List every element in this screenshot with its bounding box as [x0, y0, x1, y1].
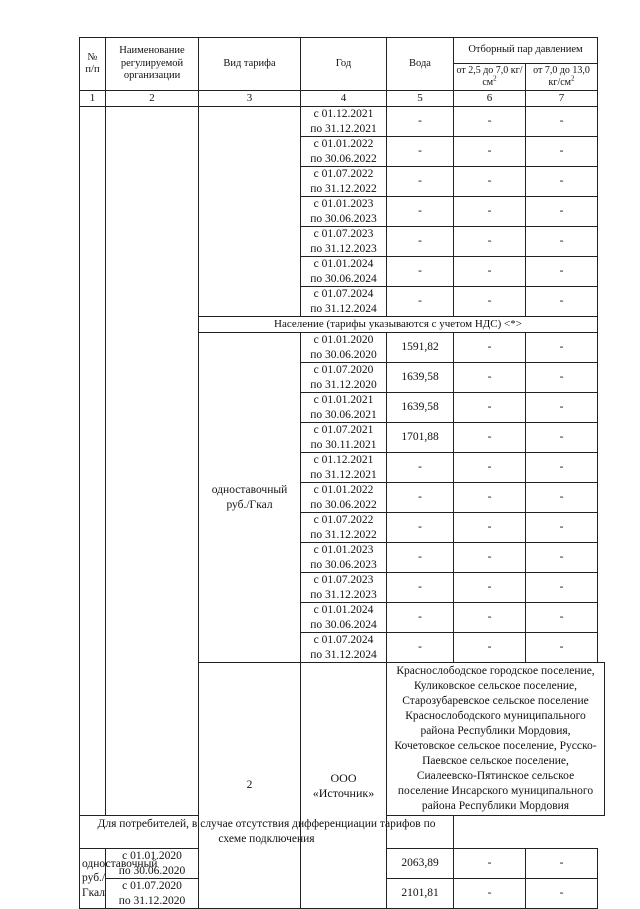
steam-low-value: -	[454, 197, 526, 227]
steam-low-value: -	[454, 483, 526, 513]
steam-high-value: -	[526, 393, 598, 423]
period-end: по 30.11.2021	[310, 438, 377, 451]
steam-high-value: -	[526, 423, 598, 453]
water-value: -	[387, 167, 454, 197]
steam-high-value: -	[526, 167, 598, 197]
steam-low-value: -	[454, 849, 526, 879]
steam-high-value: -	[526, 363, 598, 393]
steam-high-value: -	[526, 543, 598, 573]
steam-high-value: -	[526, 227, 598, 257]
steam-low-value: -	[454, 107, 526, 137]
steam-low-value: -	[454, 257, 526, 287]
period-end: по 31.12.2022	[310, 182, 377, 195]
steam-high-value: -	[526, 513, 598, 543]
water-value: -	[387, 603, 454, 633]
period-cell	[301, 107, 387, 137]
water-value: -	[387, 227, 454, 257]
steam-high-value: -	[526, 197, 598, 227]
col-number-label: 3	[199, 91, 301, 107]
period-cell	[301, 633, 387, 663]
period-end: по 31.12.2023	[310, 588, 377, 601]
period-cell	[301, 137, 387, 167]
period-start: с 01.07.2023	[313, 574, 374, 586]
col-number-label: 5	[387, 91, 454, 107]
period-cell	[301, 573, 387, 603]
org2-tariff-type: одноставочный руб./Гкал	[80, 849, 106, 909]
period-end: по 31.12.2023	[310, 242, 377, 255]
continued-org-cell	[106, 107, 199, 816]
water-value: -	[387, 137, 454, 167]
steam-low-value: -	[454, 633, 526, 663]
water-value: -	[387, 257, 454, 287]
steam-low-value: -	[454, 513, 526, 543]
period-cell	[301, 423, 387, 453]
steam-high-value: -	[526, 483, 598, 513]
header-col-year: Год	[301, 38, 387, 91]
org2-name: ООО «Источник»	[301, 663, 387, 909]
water-value: -	[387, 573, 454, 603]
period-end: по 30.06.2022	[310, 152, 377, 165]
period-start: с 01.01.2024	[313, 258, 374, 270]
col-number-label: 1	[80, 91, 106, 107]
period-start: с 01.07.2020	[122, 880, 182, 892]
period-cell	[301, 363, 387, 393]
period-end: по 30.06.2020	[118, 864, 186, 877]
period-cell	[301, 543, 387, 573]
period-end: по 30.06.2024	[310, 272, 377, 285]
period-end: по 31.12.2022	[310, 528, 377, 541]
period-start: с 01.01.2024	[313, 604, 374, 616]
period-cell	[301, 603, 387, 633]
period-end: по 31.12.2020	[118, 894, 186, 907]
steam-low-value: -	[454, 227, 526, 257]
header-col-tariff-type: Вид тарифа	[199, 38, 301, 91]
water-value: 1639,58	[387, 393, 454, 423]
steam-low-value: -	[454, 573, 526, 603]
steam-low-value: -	[454, 453, 526, 483]
period-end: по 31.12.2024	[310, 648, 377, 661]
period-end: по 31.12.2024	[310, 302, 377, 315]
steam-high-value: -	[526, 137, 598, 167]
water-value: -	[387, 197, 454, 227]
period-cell	[301, 393, 387, 423]
period-start: с 01.12.2021	[313, 108, 374, 120]
period-end: по 30.06.2023	[310, 558, 377, 571]
water-value: 1591,82	[387, 333, 454, 363]
period-cell	[106, 879, 199, 909]
period-end: по 30.06.2021	[310, 408, 377, 421]
header-col-steam-low: от 2,5 до 7,0 $кг/см^2$	[454, 64, 526, 91]
period-end: по 30.06.2023	[310, 212, 377, 225]
period-end: по 30.06.2022	[310, 498, 377, 511]
steam-low-value: -	[454, 879, 526, 909]
steam-high-value: -	[526, 257, 598, 287]
water-value: 2063,89	[387, 849, 454, 879]
steam-high-value: -	[526, 333, 598, 363]
header-col-steam: Отборный пар давлением	[454, 38, 598, 64]
period-start: с 01.01.2020	[122, 850, 182, 862]
period-cell	[301, 197, 387, 227]
period-start: с 01.01.2022	[313, 484, 374, 496]
period-start: с 01.07.2024	[313, 634, 374, 646]
continued-num-cell	[80, 107, 106, 816]
period-start: с 01.07.2023	[313, 228, 374, 240]
steam-high-value: -	[526, 633, 598, 663]
steam-low-value: -	[454, 423, 526, 453]
org2-consumers: Для потребителей, в случае отсутствия дифференциации тарифов по схеме подключения	[80, 816, 454, 849]
period-cell	[301, 167, 387, 197]
steam-low-value: -	[454, 167, 526, 197]
population-tariff-type: одноставочный руб./Гкал	[199, 333, 301, 663]
period-start: с 01.01.2020	[313, 334, 374, 346]
water-value: -	[387, 633, 454, 663]
period-start: с 01.01.2023	[313, 544, 374, 556]
org2-number: 2	[199, 663, 301, 909]
col-number-label: 6	[454, 91, 526, 107]
period-cell	[301, 513, 387, 543]
water-value: -	[387, 483, 454, 513]
header-col-org: Наименование регулируемой организации	[106, 38, 199, 91]
water-value: 1701,88	[387, 423, 454, 453]
col-number-label: 7	[526, 91, 598, 107]
period-cell	[106, 849, 199, 879]
header-col-num: № п/п	[80, 38, 106, 91]
steam-low-value: -	[454, 543, 526, 573]
header-col-steam-high: от 7,0 до 13,0 $кг/см^2$	[526, 64, 598, 91]
steam-high-value: -	[526, 603, 598, 633]
water-value: -	[387, 107, 454, 137]
population-section-title: Население (тарифы указываются с учетом НДС) <*>	[199, 317, 598, 333]
period-start: с 01.01.2021	[313, 394, 374, 406]
period-start: с 01.12.2021	[313, 454, 374, 466]
steam-low-value: -	[454, 333, 526, 363]
steam-high-value: -	[526, 879, 598, 909]
water-value: -	[387, 287, 454, 317]
period-cell	[301, 453, 387, 483]
period-end: по 31.12.2020	[310, 378, 377, 391]
period-start: с 01.07.2021	[313, 424, 374, 436]
org2-territory: Краснослободское городское поселение, Куликовское сельское поселение, Старозубаревское сельское поселение Краснослободского муниципального района Республики Мордовия, Кочетовское сельское поселение, Русско-Паевское сельское поселение, Сиалеевско-Пятинское сельское поселение Инсарского муниципального района Республики Мордовия	[387, 663, 605, 816]
period-start: с 01.07.2022	[313, 514, 374, 526]
period-start: с 01.07.2024	[313, 288, 374, 300]
header-col-water: Вода	[387, 38, 454, 91]
steam-low-value: -	[454, 363, 526, 393]
period-end: по 31.12.2021	[310, 468, 377, 481]
period-end: по 31.12.2021	[310, 122, 377, 135]
col-number-label: 2	[106, 91, 199, 107]
steam-low-value: -	[454, 393, 526, 423]
steam-high-value: -	[526, 287, 598, 317]
steam-high-value: -	[526, 107, 598, 137]
water-value: 2101,81	[387, 879, 454, 909]
water-value: -	[387, 453, 454, 483]
steam-low-value: -	[454, 137, 526, 167]
col-number-label: 4	[301, 91, 387, 107]
period-cell	[301, 287, 387, 317]
water-value: -	[387, 543, 454, 573]
water-value: 1639,58	[387, 363, 454, 393]
period-end: по 30.06.2020	[310, 348, 377, 361]
tariff-table	[79, 37, 605, 909]
period-cell	[301, 333, 387, 363]
period-start: с 01.01.2023	[313, 198, 374, 210]
steam-high-value: -	[526, 573, 598, 603]
steam-high-value: -	[526, 453, 598, 483]
water-value: -	[387, 513, 454, 543]
period-cell	[301, 257, 387, 287]
steam-high-value: -	[526, 849, 598, 879]
period-cell	[301, 483, 387, 513]
period-end: по 30.06.2024	[310, 618, 377, 631]
steam-low-value: -	[454, 287, 526, 317]
period-start: с 01.01.2022	[313, 138, 374, 150]
period-start: с 01.07.2022	[313, 168, 374, 180]
period-cell	[301, 227, 387, 257]
continued-tariff-cell	[199, 107, 301, 317]
steam-low-value: -	[454, 603, 526, 633]
period-start: с 01.07.2020	[313, 364, 374, 376]
